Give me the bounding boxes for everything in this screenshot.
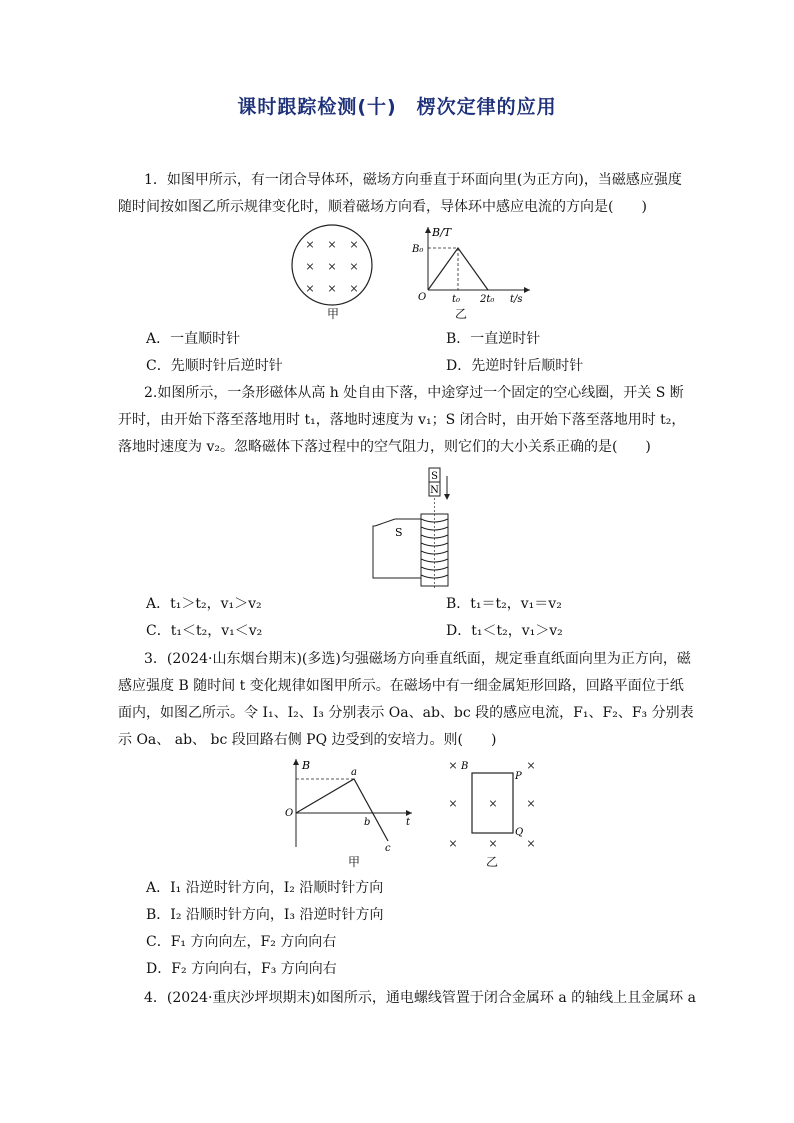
svg-text:×: ×	[448, 759, 458, 772]
q3-fig-jia-caption: 甲	[347, 855, 360, 869]
svg-text:×: ×	[488, 837, 498, 850]
q1-graph-xlabel: t/s	[510, 294, 523, 305]
q2-option-d: D．t₁＜t₂，v₁＞v₂	[446, 623, 563, 639]
q3-bt-graph	[282, 755, 417, 855]
q1-graph-2t0: 2t₀	[480, 294, 495, 305]
q3-graph-point-a: a	[351, 767, 357, 778]
svg-text:×: ×	[488, 797, 498, 810]
svg-text:×: ×	[526, 759, 536, 772]
q3-option-c: C．F₁ 方向向左，F₂ 方向向右	[146, 934, 337, 950]
q2-line-3: 落地时速度为 v₂。忽略磁体下落过程中的空气阻力，则它们的大小关系正确的是( )	[118, 439, 651, 455]
q3-loop-q: Q	[515, 827, 524, 838]
q3-line-3: 面内，如图乙所示。令 I₁、I₂、I₃ 分别表示 Oa、ab、bc 段的感应电流，F₁、F₂、F₃ 分别表	[118, 705, 694, 721]
q1-line-1: 1．如图甲所示，有一闭合导体环，磁场方向垂直于环面向里(为正方向)，当磁感应强度	[144, 172, 682, 188]
svg-text:×: ×	[349, 238, 359, 251]
q1-graph-b0: B₀	[412, 244, 424, 255]
svg-text:×: ×	[305, 238, 315, 251]
q1-option-d: D．先逆时针后顺时针	[446, 358, 584, 374]
q3-option-d: D．F₂ 方向向右，F₃ 方向向右	[146, 961, 337, 977]
q2-coil-figure	[365, 466, 465, 592]
q1-bt-graph	[410, 222, 540, 307]
q1-option-b: B．一直逆时针	[446, 331, 541, 347]
q1-fig-yi-caption: 乙	[454, 307, 467, 321]
svg-text:×: ×	[327, 260, 337, 273]
q2-line-2: 开时，由开始下落至落地用时 t₁，落地时速度为 v₁；S 闭合时，由开始下落至落地用时 t₂，	[118, 412, 686, 428]
q1-option-a: A．一直顺时针	[146, 331, 241, 347]
q3-graph-ylabel: B	[302, 759, 311, 772]
q2-option-a: A．t₁＞t₂，v₁＞v₂	[146, 596, 262, 612]
q1-fig-jia-caption: 甲	[326, 307, 339, 321]
svg-text:×: ×	[349, 260, 359, 273]
q3-line-4: 示 Oa、 ab、 bc 段回路右侧 PQ 边受到的安培力。则( )	[118, 732, 497, 748]
svg-text:×: ×	[448, 837, 458, 850]
svg-text:×: ×	[305, 282, 315, 295]
q1-line-2: 随时间按如图乙所示规律变化时，顺着磁场方向看，导体环中感应电流的方向是( )	[118, 199, 647, 215]
svg-text:×: ×	[349, 282, 359, 295]
q2-magnet-n: N	[430, 485, 439, 496]
svg-text:×: ×	[526, 797, 536, 810]
q3-fig-yi-caption: 乙	[485, 855, 498, 869]
q3-graph-point-b: b	[364, 817, 371, 828]
q1-graph-origin: O	[418, 292, 427, 303]
svg-text:×: ×	[327, 238, 337, 251]
q3-loop-figure	[443, 755, 548, 855]
q3-loop-p: P	[515, 771, 522, 782]
q2-magnet-s: S	[431, 471, 438, 482]
q2-option-b: B．t₁＝t₂，v₁＝v₂	[446, 596, 562, 612]
q3-line-2: 感应强度 B 随时间 t 变化规律如图甲所示。在磁场中有一细金属矩形回路，回路平面位于纸	[118, 678, 684, 694]
q4-line-1: 4．(2024·重庆沙坪坝期末)如图所示，通电螺线管置于闭合金属环 a 的轴线上且金属环 a	[144, 990, 696, 1006]
q2-line-1: 2.如图所示，一条形磁体从高 h 处自由下落，中途穿过一个固定的空心线圈，开关 S 断	[144, 385, 684, 401]
svg-text:×: ×	[327, 282, 337, 295]
q3-graph-point-c: c	[385, 843, 391, 854]
q2-option-c: C．t₁＜t₂，v₁＜v₂	[146, 623, 263, 639]
q1-ring-figure	[285, 222, 380, 312]
svg-text:×: ×	[526, 837, 536, 850]
svg-text:×: ×	[448, 797, 458, 810]
q3-option-b: B．I₂ 沿顺时针方向，I₃ 沿逆时针方向	[146, 907, 384, 923]
q3-option-a: A．I₁ 沿逆时针方向，I₂ 沿顺时针方向	[146, 880, 384, 896]
q1-graph-ylabel: B/T	[432, 226, 452, 239]
q3-loop-b: B	[461, 761, 469, 772]
q3-graph-xlabel: t	[406, 817, 411, 828]
q1-option-c: C．先顺时针后逆时针	[146, 358, 283, 374]
svg-text:×: ×	[305, 260, 315, 273]
q3-graph-origin: O	[285, 808, 294, 819]
q3-line-1: 3．(2024·山东烟台期末)(多选)匀强磁场方向垂直纸面，规定垂直纸面向里为正方向，磁	[144, 651, 691, 667]
page-title: 课时跟踪检测(十) 楞次定律的应用	[237, 96, 557, 118]
q1-graph-t0: t₀	[452, 294, 461, 305]
q2-switch-label: S	[395, 526, 403, 539]
